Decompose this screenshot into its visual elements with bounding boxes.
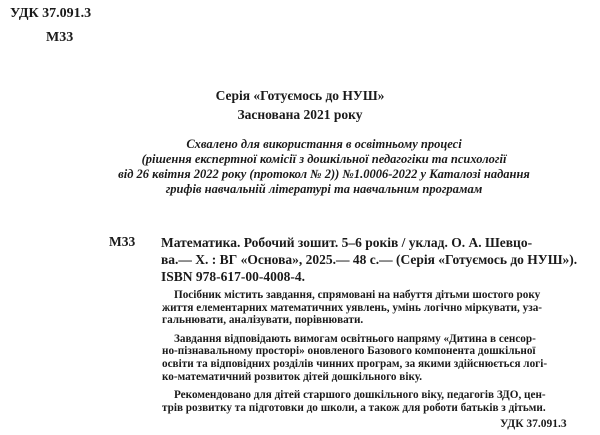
approval-line: Схвалено для використання в освітньому процесі bbox=[186, 137, 462, 151]
bibliographic-line: ISBN 978-617-00-4008-4. bbox=[161, 269, 305, 284]
bibliographic-code: М33 bbox=[109, 234, 136, 249]
annotation-line: освіти та відповідних розділів чинних програм, за якими здійснюється логі- bbox=[162, 357, 548, 370]
approval-note bbox=[80, 137, 568, 197]
bibliographic-line: Математика. Робочий зошит. 5–6 років / уклад. О. А. Шевцо- bbox=[161, 235, 533, 250]
bibliographic-line: ва.— Х. : ВГ «Основа», 2025.— 48 с.— (Серія «Готуємось до НУШ»). bbox=[161, 252, 578, 267]
annotation-line: життя елементарних математичних уявлень, умінь логічно міркувати, уза- bbox=[162, 301, 543, 314]
udk-code-top: УДК 37.091.3 bbox=[10, 6, 92, 21]
udk-code-bottom: УДК 37.091.3 bbox=[500, 418, 567, 430]
bibliographic-record bbox=[161, 234, 578, 285]
series-title: Серія «Готуємось до НУШ» bbox=[215, 88, 385, 103]
approval-line: від 26 квітня 2022 року (протокол № 2)) №1.0006-2022 у Каталозі надання bbox=[118, 167, 530, 181]
annotation-line: ко-математичний розвиток дітей дошкільного віку. bbox=[162, 370, 422, 383]
annotation bbox=[162, 289, 572, 414]
annotation-line: но-пізнавальному просторі» оновленого Базового компонента дошкільної bbox=[162, 345, 536, 358]
annotation-line: Завдання відповідають вимогам освітнього напряму «Дитина в сенсор- bbox=[174, 332, 536, 345]
approval-line: (рішення експертної комісії з дошкільної педагогіки та психології bbox=[141, 152, 507, 166]
annotation-line: трів розвитку та підготовки до школи, а також для роботи батьків з дітьми. bbox=[162, 401, 546, 414]
series-founded: Заснована 2021 року bbox=[237, 107, 363, 122]
approval-line: грифів навчальній літературі та навчальним програмам bbox=[165, 182, 483, 196]
author-sign-top: М33 bbox=[46, 30, 74, 45]
annotation-line: Рекомендовано для дітей старшого дошкільного віку, педагогів ЗДО, цен- bbox=[174, 389, 546, 402]
annotation-line: гальнювати, аналізувати, порівнювати. bbox=[162, 314, 364, 327]
annotation-line: Посібник містить завдання, спрямовані на набуття дітьми шостого року bbox=[174, 289, 541, 301]
